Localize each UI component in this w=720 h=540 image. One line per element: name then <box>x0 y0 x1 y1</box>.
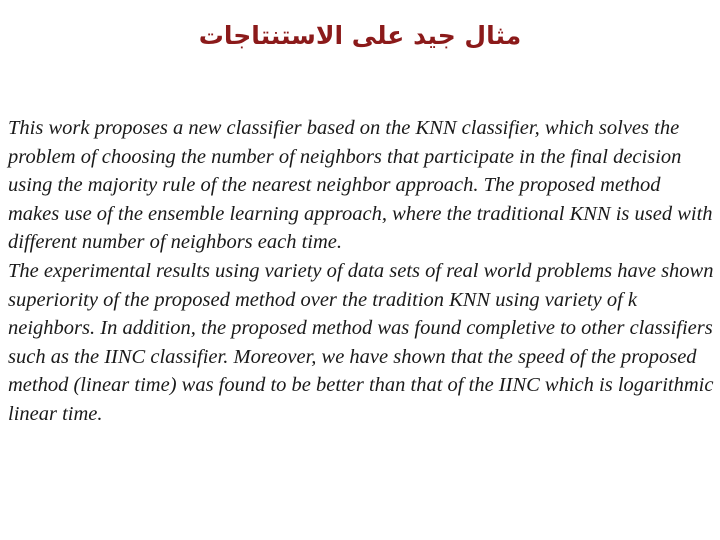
slide-title: مثال جيد على الاستنتاجات <box>198 21 522 50</box>
conclusion-text <box>8 114 714 429</box>
paragraph-2: The experimental results using variety of data sets of real world problems have shown superiority of the proposed method over the tradition KNN using variety of k neighbors. In addition, the proposed method was found completive to other classifiers such as the IINC classifier. Moreover, we have shown that the speed of the proposed method (linear time) was found to be better than that of the IINC which is logarithmic linear time. <box>8 259 714 425</box>
paragraph-1: This work proposes a new classifier based on the KNN classifier, which solves the problem of choosing the number of neighbors that participate in the final decision using the majority rule of the nearest neighbor approach. The proposed method makes use of the ensemble learning approach, where the traditional KNN is used with different number of neighbors each time. <box>8 117 713 254</box>
